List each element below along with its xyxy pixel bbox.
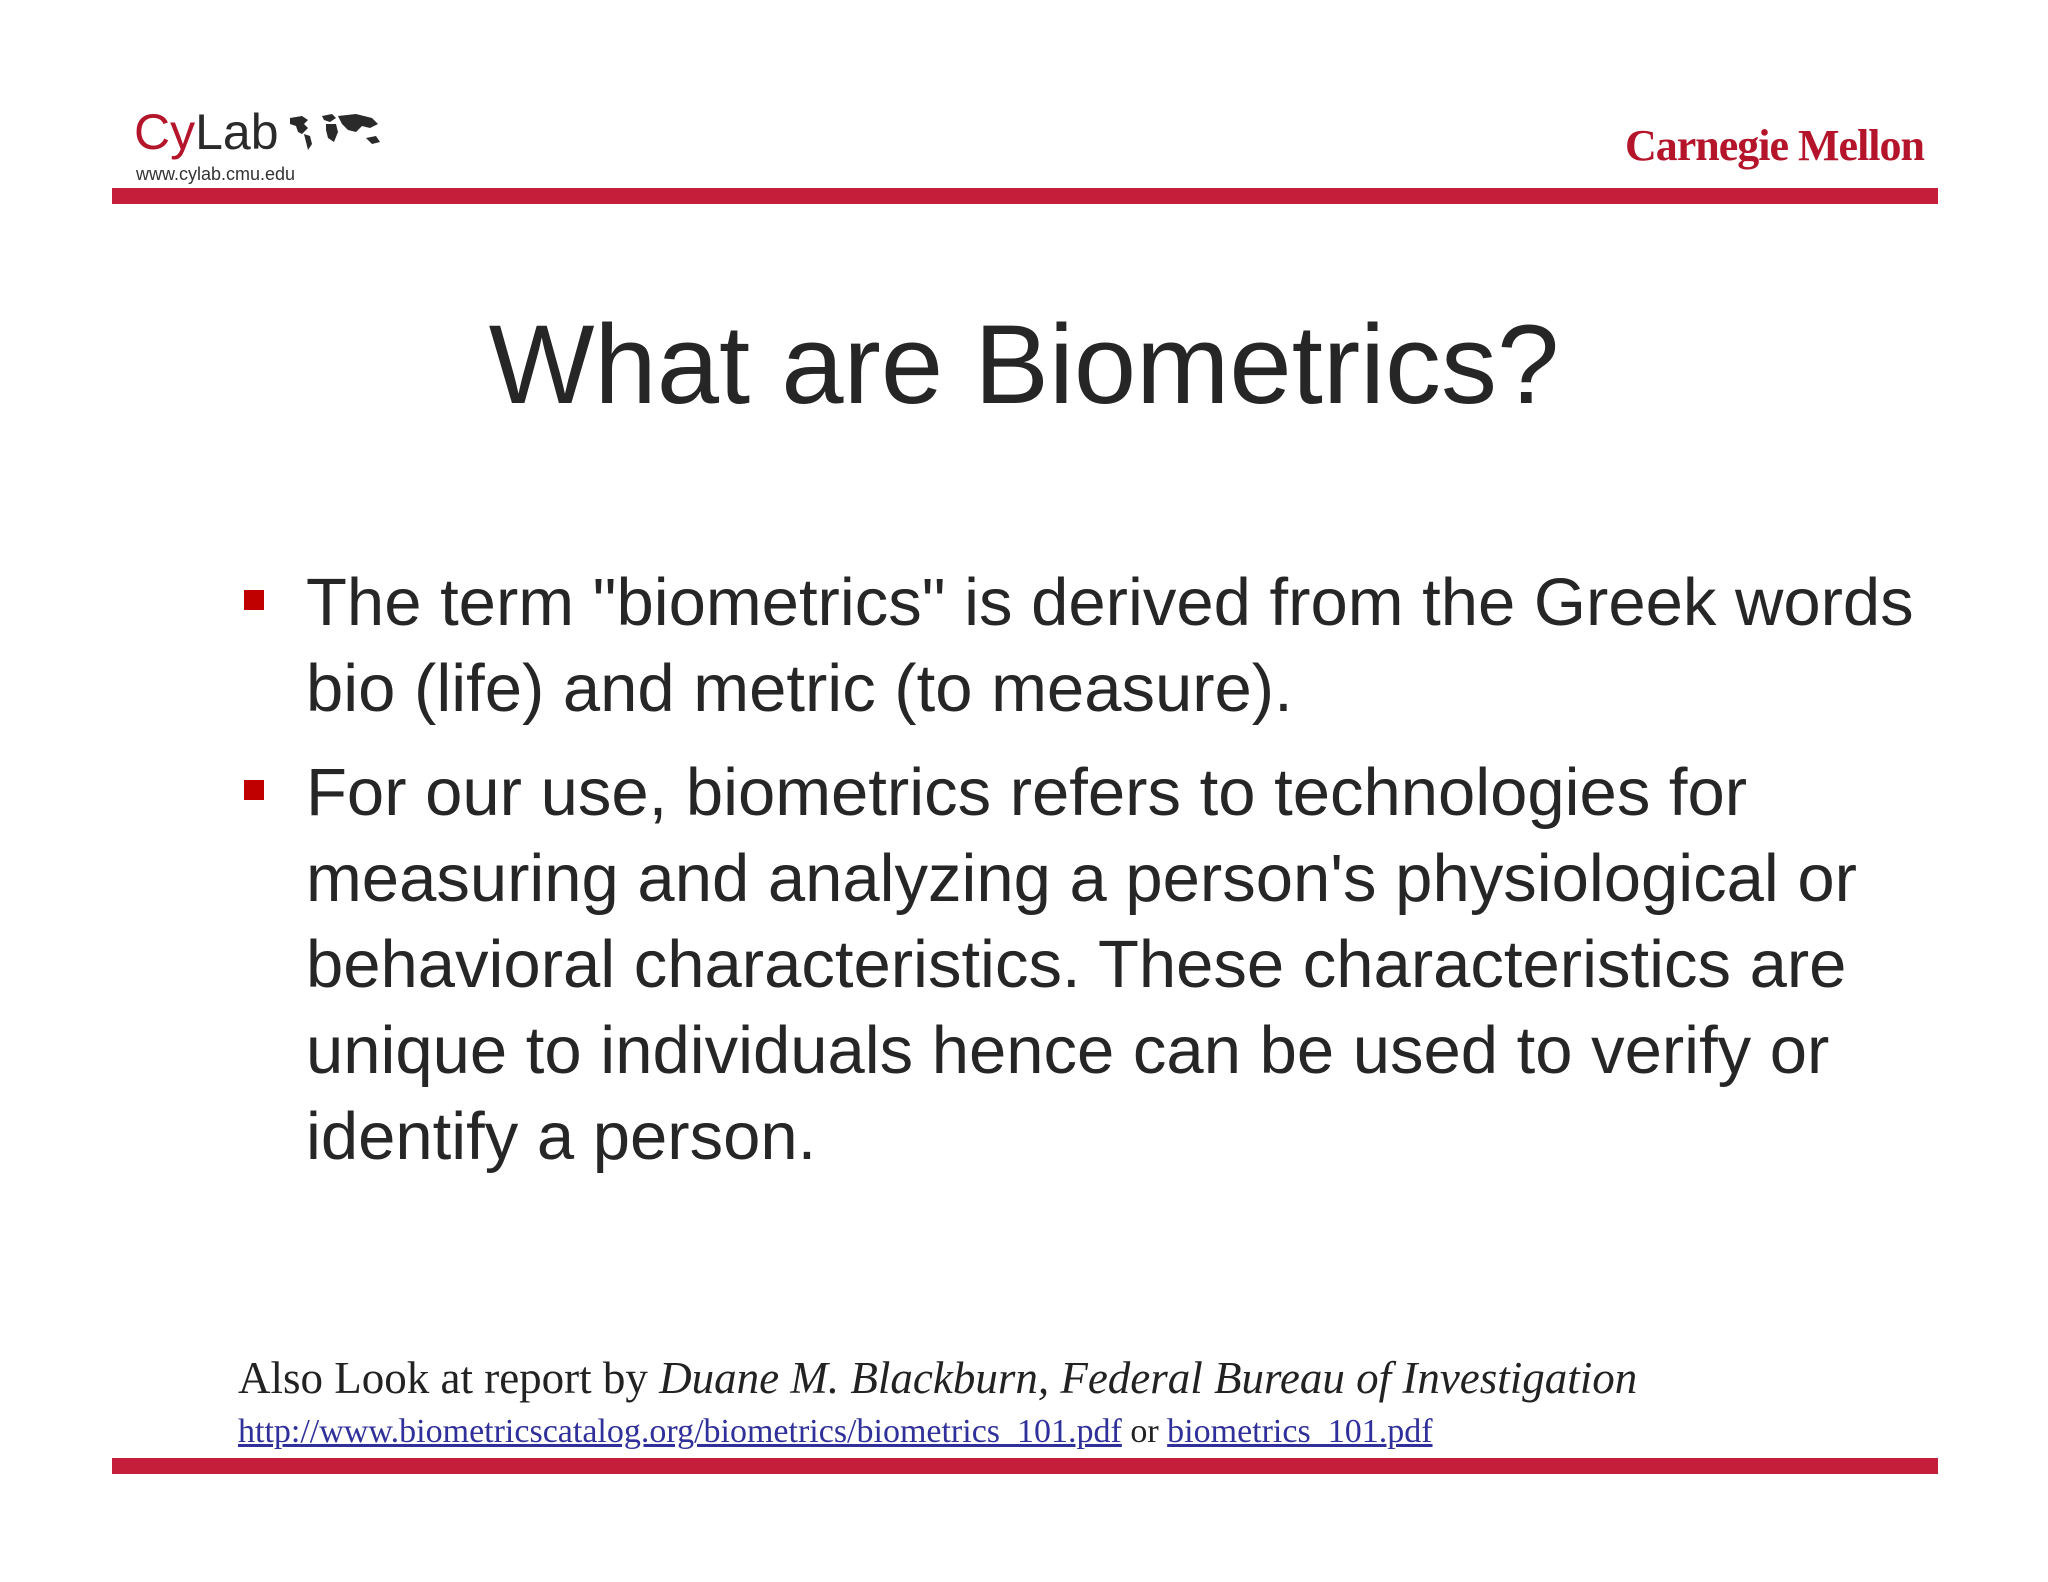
header-divider	[112, 188, 1938, 204]
footer-links	[238, 1410, 1637, 1454]
report-link-short[interactable]: biometrics_101.pdf	[1167, 1413, 1433, 1450]
footer-divider	[112, 1458, 1938, 1474]
bullet-text: For our use, biometrics refers to technologies for measuring and analyzing a person's physiological or behavioral characteristics. These characteristics are unique to individuals hence can be used to verify or identify a person.	[306, 755, 1857, 1174]
world-map-icon	[286, 112, 386, 152]
report-link-full[interactable]: http://www.biometricscatalog.org/biometrics/biometrics_101.pdf	[238, 1413, 1122, 1450]
square-bullet-icon	[244, 780, 264, 800]
cylab-wordmark	[134, 104, 279, 160]
bullet-list	[240, 560, 1960, 1198]
cylab-url: www.cylab.cmu.edu	[136, 164, 296, 184]
carnegie-mellon-logo: Carnegie Mellon	[1624, 121, 1924, 170]
footer-or: or	[1121, 1413, 1168, 1450]
footer-prefix: Also Look at report by	[238, 1353, 660, 1403]
cylab-lab: Lab	[195, 104, 279, 160]
square-bullet-icon	[244, 590, 264, 610]
bullet-item	[240, 560, 1960, 732]
footer-citation	[238, 1352, 1637, 1404]
bullet-text: The term "biometrics" is derived from the Greek words bio (life) and metric (to measure).	[306, 565, 1914, 726]
cylab-cy: Cy	[134, 104, 196, 160]
footer-author: Duane M. Blackburn, Federal Bureau of Investigation	[659, 1353, 1638, 1403]
bullet-item	[240, 750, 1960, 1180]
footer-reference	[238, 1352, 1637, 1454]
slide-title: What are Biometrics?	[488, 302, 1560, 427]
